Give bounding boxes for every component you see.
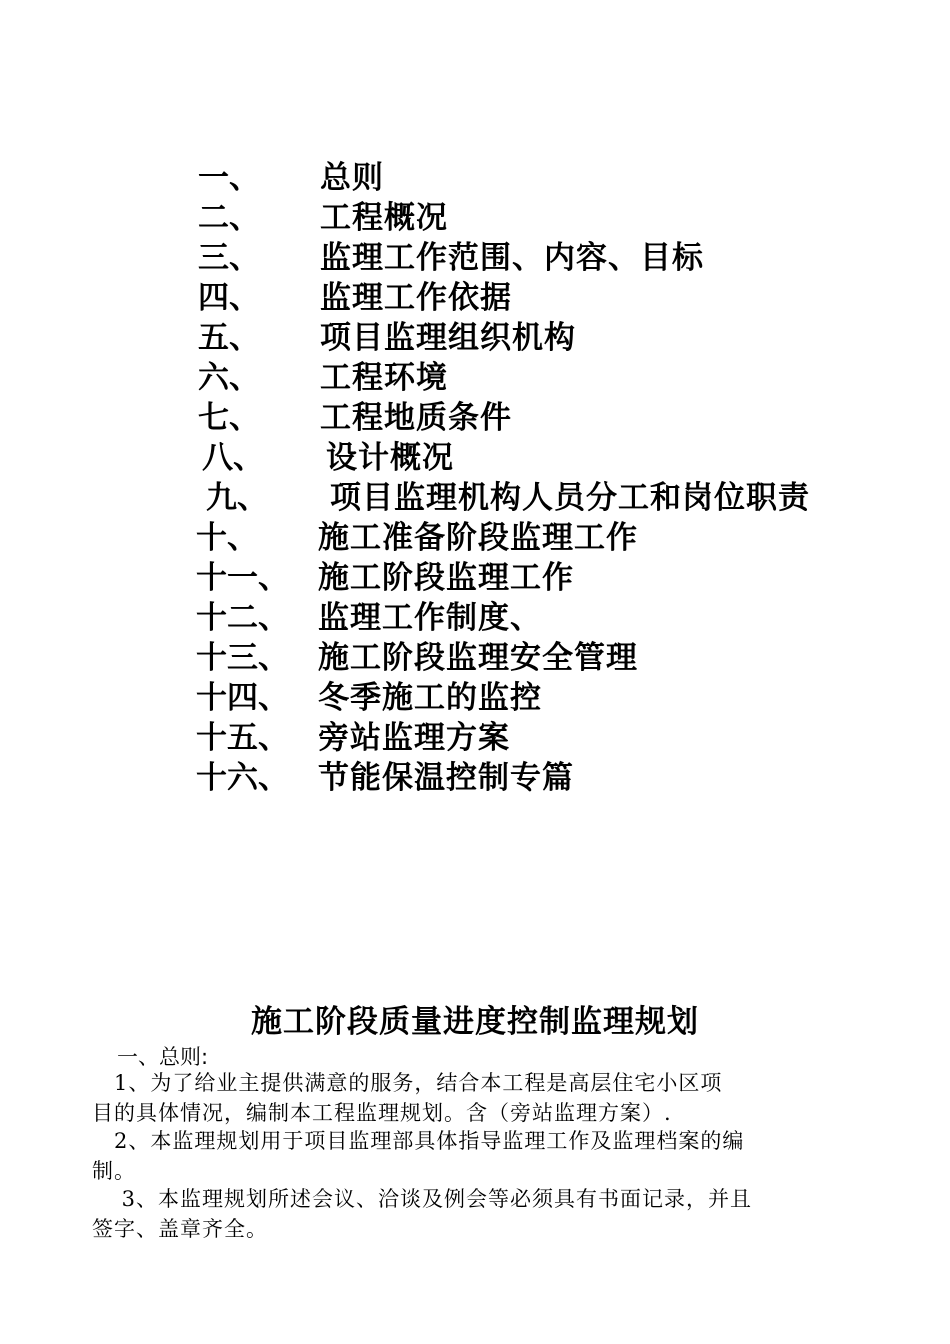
toc-item-number: 十、 [196, 520, 258, 556]
paragraph-line: 制。 [92, 1159, 136, 1183]
document-title: 施工阶段质量进度控制监理规划 [251, 1004, 699, 1040]
toc-item-number: 九、 [206, 480, 268, 516]
toc-item [0, 358, 950, 398]
toc-item-title: 施工准备阶段监理工作 [318, 520, 638, 556]
table-of-contents [0, 158, 950, 798]
toc-item-number: 十五、 [196, 720, 289, 756]
paragraph-line: 1、为了给业主提供满意的服务，结合本工程是高层住宅小区项 [92, 1071, 723, 1095]
paragraph [92, 1068, 862, 1128]
paragraph-line: 签字、盖章齐全。 [92, 1217, 268, 1241]
toc-item-number: 六、 [198, 360, 260, 396]
toc-item-title: 监理工作依据 [320, 280, 512, 316]
toc-item-title: 工程地质条件 [320, 400, 512, 436]
toc-item [0, 238, 950, 278]
toc-item-title: 设计概况 [326, 440, 454, 476]
toc-item-title: 节能保温控制专篇 [318, 760, 574, 796]
toc-item [0, 198, 950, 238]
toc-item-title: 总则 [320, 160, 384, 196]
toc-item-number: 十六、 [196, 760, 289, 796]
toc-item-number: 四、 [198, 280, 260, 316]
toc-item [0, 158, 950, 198]
toc-item-number: 七、 [198, 400, 260, 436]
toc-item-number: 五、 [198, 320, 260, 356]
toc-item [0, 638, 950, 678]
paragraph-line: 2、本监理规划用于项目监理部具体指导监理工作及监理档案的编 [92, 1129, 745, 1153]
toc-item [0, 678, 950, 718]
toc-item-title: 项目监理机构人员分工和岗位职责 [330, 480, 810, 516]
paragraph-line: 3、本监理规划所述会议、洽谈及例会等必须具有书面记录，并且 [92, 1187, 753, 1211]
toc-item [0, 518, 950, 558]
toc-item-number: 一、 [198, 160, 260, 196]
toc-item-title: 旁站监理方案 [318, 720, 510, 756]
toc-item [0, 478, 950, 518]
toc-item-title: 监理工作范围、内容、目标 [320, 240, 704, 276]
toc-item-title: 施工阶段监理安全管理 [318, 640, 638, 676]
toc-item-number: 八、 [202, 440, 264, 476]
toc-item [0, 438, 950, 478]
toc-item [0, 718, 950, 758]
section-heading: 一、总则: [117, 1045, 209, 1069]
toc-item [0, 558, 950, 598]
toc-item-number: 十四、 [196, 680, 289, 716]
toc-item-number: 十一、 [196, 560, 289, 596]
toc-item [0, 318, 950, 358]
toc-item [0, 598, 950, 638]
toc-item-number: 三、 [198, 240, 260, 276]
toc-item [0, 758, 950, 798]
paragraph [92, 1184, 862, 1244]
toc-item-title: 工程环境 [320, 360, 448, 396]
toc-item-number: 二、 [198, 200, 260, 236]
toc-item-title: 施工阶段监理工作 [318, 560, 574, 596]
toc-item-title: 项目监理组织机构 [320, 320, 576, 356]
toc-item [0, 278, 950, 318]
toc-item-title: 冬季施工的监控 [318, 680, 542, 716]
paragraph [92, 1126, 862, 1186]
paragraph-line: 目的具体情况，编制本工程监理规划。含（旁站监理方案）. [92, 1101, 672, 1125]
toc-item-number: 十二、 [196, 600, 289, 636]
toc-item [0, 398, 950, 438]
toc-item-title: 工程概况 [320, 200, 448, 236]
toc-item-title: 监理工作制度、 [318, 600, 542, 636]
toc-item-number: 十三、 [196, 640, 289, 676]
